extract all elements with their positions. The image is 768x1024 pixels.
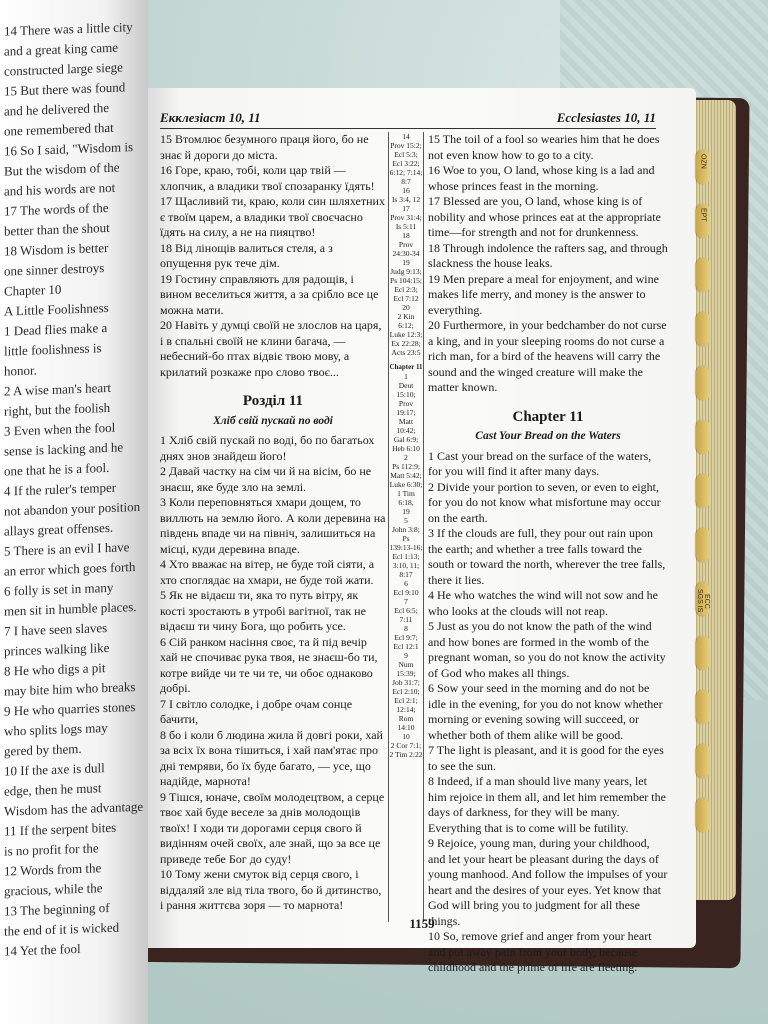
cross-reference: Judg 9:13;	[390, 267, 422, 276]
thumb-index-tab[interactable]	[696, 582, 710, 616]
cross-reference: 10	[402, 732, 410, 741]
cross-reference: 12:14; Rom	[396, 705, 416, 723]
left-page-line: 3 Even when the fool	[4, 419, 116, 439]
left-page-line: and his words are not	[4, 179, 116, 199]
left-page-line: sense is lacking and he	[4, 439, 124, 459]
cross-reference: 1 Tim 6:18,	[397, 489, 415, 507]
left-page-text	[4, 17, 148, 962]
cross-reference: 7:11	[399, 615, 413, 624]
left-page-line: princes walking like	[4, 639, 110, 659]
left-page-line: A Little Foolishness	[4, 299, 109, 319]
verse-english: 19 Men prepare a meal for enjoyment, and wine makes life merry, and money is the answer to everything.	[428, 271, 659, 317]
cross-reference: 20	[402, 303, 410, 312]
cross-reference: Prov 31:4; Is 5:11	[390, 213, 422, 231]
verse-english: 3 If the clouds are full, they pour out rain upon the earth; and whether a tree falls toward the south or toward the north, wherever the tree falls, there it lies.	[428, 526, 666, 587]
chapter-subtitle-ukrainian: Хліб свій пускай по воді	[213, 414, 333, 427]
cross-reference: 14	[402, 132, 410, 141]
left-page-line: 15 But there was found	[4, 79, 126, 99]
cross-reference: 16	[402, 186, 410, 195]
cross-reference: Ecl 2:1;	[394, 696, 418, 705]
cross-reference: 2	[404, 453, 408, 462]
left-page-line: 9 He who quarries stones	[4, 699, 136, 719]
verse-ukrainian: 18 Від лінощів валиться стеля, а з опущення рук тече дім.	[160, 240, 333, 270]
verse-ukrainian: 16 Горе, краю, тобі, коли цар твій — хлопчик, а владики твої спозаранку їдять!	[160, 163, 375, 193]
cross-reference: Ecl 2:10;	[392, 687, 420, 696]
verse-ukrainian: 1 Хліб свій пускай по воді, бо по багатьох днях знов знайдеш його!	[160, 433, 375, 463]
cross-reference: Prov 15:2;	[390, 141, 422, 150]
cross-reference: 7	[404, 597, 408, 606]
cross-reference: Job 31:7;	[392, 678, 420, 687]
verse-ukrainian: 2 Давай частку на сім чи й на вісім, бо не знаєш, яке буде зло на землі.	[160, 464, 372, 494]
cross-reference: Is 3:4, 12	[391, 195, 421, 204]
verse-ukrainian: 19 Гостину справляють для радощів, і вином веселиться життя, а за срібло все це можна мати.	[160, 271, 379, 317]
ukrainian-column	[160, 132, 386, 914]
cross-reference: Prov 24:30-34	[392, 240, 420, 258]
verse-ukrainian: 20 Навіть у думці своїй не злослов на царя, і в спальні своїй не клини багача, — небесний-бо птах відвіє твою мову, а крилатий розкаже про слово твоє...	[160, 318, 382, 379]
left-page-line: 14 Yet the fool	[4, 940, 81, 959]
left-page-line: edge, then he must	[4, 780, 102, 799]
left-page-line: 7 I have seen slaves	[4, 620, 108, 639]
cross-reference: 19	[402, 258, 410, 267]
left-page-line: 1 Dead flies make a	[4, 320, 108, 339]
cross-reference: Ps 104:15;	[390, 276, 422, 285]
cross-reference: 5	[404, 516, 408, 525]
thumb-index-tab[interactable]	[696, 636, 710, 670]
thumb-index-tab-label: OZN	[699, 154, 707, 169]
thumb-index-tab[interactable]	[696, 312, 710, 346]
cross-reference: 2 Kin 6:12;	[397, 312, 415, 330]
left-page-line: Wisdom has the advantage	[4, 798, 144, 819]
right-page	[148, 88, 696, 974]
verse-english: 8 Indeed, if a man should live many years, let him rejoice in them all, and let him remember the days of darkness, for they will be many. Everything that is to come will be futility.	[428, 774, 666, 835]
thumb-index-tab[interactable]	[696, 204, 710, 238]
verse-ukrainian: 9 Тішся, юначе, своїм молодецтвом, а серце твоє хай буде веселе за днів молодощів твоїх! І ходи ти дорогами серця свого й видінням очей своїх, але знай, що за все це приведе тебе Бог до суду!	[160, 789, 385, 866]
thumb-index-tab[interactable]	[696, 474, 710, 508]
cross-reference: Luke 12:3;	[389, 330, 423, 339]
cross-reference: 18	[402, 231, 410, 240]
verse-ukrainian: 17 Щасливий ти, краю, коли син шляхетних є твоїм царем, а владики твої своєчасно їдять на силу, а не на пияцтво!	[160, 194, 385, 239]
verse-ukrainian: 10 Тому жени смуток від серця свого, і віддаляй зле від тіла твого, бо й дитинство, і рання життєва зоря — то марнота!	[160, 867, 382, 912]
left-page-line: 12 Words from the	[4, 860, 102, 879]
page-number: 1159	[409, 916, 435, 931]
verse-ukrainian: 4 Хто вважає на вітер, не буде той сіяти, а хто споглядає на хмари, не буде той жати.	[160, 557, 375, 587]
left-page-line: right, but the foolish	[4, 399, 111, 419]
verse-english: 16 Woe to you, O land, whose king is a lad and whose princes feast in the morning.	[428, 163, 655, 193]
verse-english: 6 Sow your seed in the morning and do not be idle in the evening, for you do not know whether morning or evening sowing will succeed, or whether both of them alike will be good.	[428, 681, 663, 742]
cross-reference: 6:12; 7:14;	[389, 168, 423, 177]
left-page-line: an error which goes forth	[4, 559, 136, 579]
chapter-title-english: Chapter 11	[512, 408, 584, 425]
cross-reference: Matt 5:42;	[390, 471, 422, 480]
cross-reference-column	[388, 132, 424, 922]
cross-reference: Gal 6:9; Heb 6:10	[392, 435, 420, 453]
thumb-index-tabs	[684, 150, 724, 850]
left-page-line: allays great offenses.	[4, 519, 114, 539]
left-page-line: little foolishness is	[4, 340, 102, 359]
cross-reference: 17	[402, 204, 410, 213]
thumb-index-tab[interactable]	[696, 420, 710, 454]
cross-reference: Deut 15:10;	[396, 381, 416, 399]
thumb-index-tab[interactable]	[696, 798, 710, 832]
left-page-line: may bite him who breaks	[4, 679, 136, 699]
cross-reference: Ex 22:28;	[391, 339, 421, 348]
verse-english: 15 The toil of a fool so wearies him that he does not even know how to go to a city.	[428, 132, 660, 162]
cross-reference: 9	[404, 651, 408, 660]
left-page-line: better than the shout	[4, 219, 110, 239]
cross-reference: Ecl 9:10	[393, 588, 419, 597]
left-page-line: 18 Wisdom is better	[4, 239, 109, 259]
left-page-line: 17 The words of the	[4, 199, 109, 219]
verse-ukrainian: 5 Як не відаєш ти, яка то путь вітру, як кості зростають в утробі вагітної, так не відаєш ти чину Бога, що робить усе.	[160, 588, 366, 633]
left-page-line: not abandon your position	[4, 498, 141, 519]
cross-reference: Ecl 3:22;	[392, 159, 420, 168]
thumb-index-tab[interactable]	[696, 258, 710, 292]
verse-english: 20 Furthermore, in your bedchamber do not curse a king, and in your sleeping rooms do not curse a rich man, for a bird of the heavens will carry the sound and the winged creature will make the matter known.	[428, 318, 667, 394]
cross-reference: 6	[404, 579, 408, 588]
cross-reference: Ecl 6:5;	[394, 606, 418, 615]
verse-ukrainian: 6 Сій ранком насіння своє, та й під вечір хай не спочиває рука твоя, не знаєш-бо ти, котре вийде чи те чи те, чи обоє однаково добрі.	[160, 634, 378, 695]
header-rule	[160, 128, 656, 129]
cross-reference: 139:13-16;	[389, 543, 423, 552]
verse-english: 18 Through indolence the rafters sag, and through slackness the house leaks.	[428, 240, 668, 270]
left-page-line: one sinner destroys	[4, 260, 105, 279]
left-page-line: and he delivered the	[4, 99, 110, 119]
thumb-index-tab-label: EPT	[699, 208, 707, 222]
left-page-line: and a great king came	[4, 39, 119, 59]
left-page-line: 16 So I said, "Wisdom is	[4, 139, 134, 159]
cross-reference: Acts 23:5	[391, 348, 421, 357]
cross-reference: Ecl 5:3;	[394, 150, 418, 159]
cross-reference: 1	[404, 372, 408, 381]
cross-reference: Ecl 1:13;	[392, 552, 420, 561]
verse-ukrainian: 3 Коли переповняться хмари дощем, то виллють на землю його. А коли деревина на південь впаде чи на північ, залишиться на місці, куди деревина впаде.	[160, 495, 386, 556]
left-page-line: honor.	[4, 362, 37, 379]
left-page-line: one remembered that	[4, 119, 114, 139]
thumb-index-tab[interactable]	[696, 366, 710, 400]
cross-reference: Ecl 9:7;	[394, 633, 418, 642]
left-page-line: constructed large siege	[4, 59, 123, 79]
cross-reference: 2 Tim 2:22	[389, 750, 423, 759]
left-page-line: 5 There is an evil I have	[4, 539, 130, 559]
verse-ukrainian: 8 бо і коли б людина жила й довгі роки, хай за всіх їх вона тішиться, і хай пам'ятає про дні темряви, бо їх буде багато, — усе, що надійде, марнота!	[160, 727, 383, 788]
thumb-index-tab-label: ECC SGS IS	[696, 589, 710, 613]
cross-reference: 8:7	[401, 177, 411, 186]
left-page-line: 4 If the ruler's temper	[4, 479, 117, 499]
verse-ukrainian: 15 Втомлює безумного праця його, бо не знає й дороги до міста.	[160, 132, 369, 162]
left-page	[0, 0, 148, 1024]
verse-english: 5 Just as you do not know the path of the wind and how bones are formed in the womb of the pregnant woman, so you do not know the activity of God who makes all things.	[428, 619, 666, 680]
left-page-line: gered by them.	[4, 740, 82, 759]
chapter-subtitle-english: Cast Your Bread on the Waters	[475, 430, 621, 442]
cross-reference: 3:10, 11;	[392, 561, 420, 570]
verse-english: 17 Blessed are you, O land, whose king is of nobility and whose princes eat at the appropriate time—for strength and not for drunkenness.	[428, 194, 661, 239]
verse-english: 2 Divide your portion to seven, or even to eight, for you do not know what misfortune may occur on the earth.	[428, 479, 661, 525]
running-header-ukrainian: Екклезіаст 10, 11	[160, 110, 261, 125]
left-page-line: one that he is a fool.	[4, 459, 110, 479]
thumb-index-tab[interactable]	[696, 744, 710, 778]
left-page-line: 14 There was a little city	[4, 19, 133, 39]
cross-reference: Ecl 12:1	[393, 642, 419, 651]
cross-reference: Num 15:39;	[396, 660, 416, 678]
left-page-line: 11 If the serpent bites	[4, 819, 117, 839]
left-page-line: the end of it is wicked	[4, 919, 120, 939]
thumb-index-tab[interactable]	[696, 690, 710, 724]
cross-reference: Ps 112:9;	[392, 462, 420, 471]
chapter-title-ukrainian: Розділ 11	[242, 393, 304, 409]
left-page-line: 10 If the axe is dull	[4, 760, 105, 779]
left-page-line: But the wisdom of the	[4, 159, 120, 179]
left-page-line: 13 The beginning of	[4, 899, 110, 919]
left-page-line: men sit in humble places.	[4, 598, 137, 619]
cross-reference: Ecl 7:12	[393, 294, 419, 303]
verse-english: 9 Rejoice, young man, during your childhood, and let your heart be pleasant during the days of young manhood. And follow the impulses of your heart and the desires of your eyes. Yet know that God will bring you to judgment for all these things.	[428, 836, 668, 928]
cross-reference: Luke 6:30;	[389, 480, 423, 489]
cross-reference: 14:10	[397, 723, 415, 732]
cross-reference: 2 Cor 7:1;	[390, 741, 422, 750]
thumb-index-tab[interactable]	[696, 528, 710, 562]
thumb-index-tab[interactable]	[696, 150, 710, 184]
left-page-line: gracious, while the	[4, 880, 103, 899]
left-page-line: 8 He who digs a pit	[4, 660, 106, 679]
left-page-line: 6 folly is set in many	[4, 579, 114, 599]
verse-english: 1 Cast your bread on the surface of the waters, for you will find it after many days.	[428, 448, 652, 478]
cross-ref-chapter-label: Chapter 11	[389, 363, 423, 371]
cross-reference: John 3:8; Ps	[392, 525, 420, 543]
left-page-line: is no profit for the	[4, 840, 99, 859]
cross-reference: 8	[404, 624, 408, 633]
left-page-line: Chapter 10	[4, 281, 62, 299]
cross-reference: Matt 10:42;	[396, 417, 416, 435]
left-page-line: 2 A wise man's heart	[4, 379, 112, 399]
cross-reference: 19	[402, 507, 410, 516]
cross-reference: Prov 19:17;	[396, 399, 416, 417]
cross-reference: Ecl 2:3;	[394, 285, 418, 294]
verse-english: 7 The light is pleasant, and it is good for the eyes to see the sun.	[428, 743, 664, 773]
cross-reference: 8:17	[399, 570, 413, 579]
english-column	[428, 132, 668, 976]
verse-english: 4 He who watches the wind will not sow and he who looks at the clouds will not reap.	[428, 588, 658, 618]
running-header-english: Ecclesiastes 10, 11	[556, 110, 656, 125]
verse-ukrainian: 7 І світло солодке, і добре очам сонце бачити,	[160, 696, 353, 726]
verse-english: 10 So, remove grief and anger from your heart and put away pain from your body, because childhood and the prime of life are fleeting.	[428, 929, 652, 974]
left-page-line: who splits logs may	[4, 719, 108, 739]
